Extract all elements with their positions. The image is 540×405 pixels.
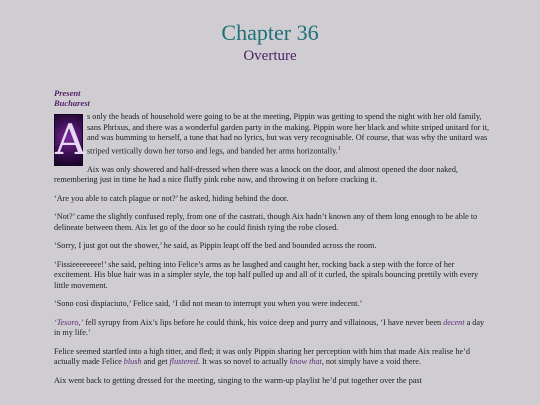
italic-term: know that (289, 357, 322, 367)
paragraph-5: ‘Sorry, I just got out the shower,’ he said, as Pippin leapt off the bed and bounded across the room. (54, 241, 377, 251)
paragraph-9-text-end: , not simply have a void there. (321, 357, 421, 367)
paragraph-2: Aix was only showered and half-dressed when there was a knock on the door, and almost opened the door naked, remembering just in time he had a nice fluffy pink robe now, and throwing it on before cracking it. (54, 164, 458, 185)
italic-term: blush (123, 357, 142, 367)
paragraph-8-text: fell syrupy from Aix’s lips before he could think, his voice deep and purry and villainous, ‘I have never been (83, 317, 444, 327)
paragraph-10: Aix went back to getting dressed for the meeting, singing to the warm-up playlist he’d put together over the past (54, 375, 422, 385)
paragraph-4: ‘Not?’ came the slightly confused reply, from one of the castrati, though Aix hadn’t known any of them long enough to be able to delineate between them. Aix let go of the door so he could finish tying the robe closed. (54, 212, 478, 232)
paragraph-9-text: . It was so novel to actually (197, 357, 290, 367)
chapter-title: Chapter 36 (221, 20, 319, 45)
drop-cap-initial: A (55, 115, 86, 164)
paragraph-1-text: s only the heads of household were going to be at the meeting, Pippin was getting to spend the night with her old family, sans Phrixus, and there was a wonderful garden party in the making. Pippin wore her black and white striped unitard for it, and was humming to herself, a tune that had no lyrics, but was very recognisable. Of course, that was why the unitard was striped vertically down her torso and legs, and banded her arms horizontally. (87, 112, 489, 156)
dateline (54, 88, 90, 108)
paragraph-8 (54, 318, 490, 339)
dateline-where: Bucharest (54, 98, 90, 108)
italic-term: flustered (169, 357, 198, 367)
paragraph-1 (54, 112, 490, 164)
paragraph-9-text: and get (141, 357, 170, 367)
chapter-body (54, 112, 490, 394)
footnote-marker[interactable]: 1 (337, 145, 341, 152)
italic-term: ‘Tesoro,’ (54, 317, 84, 327)
paragraph-8-text-end: a day in my life.’ (54, 317, 485, 338)
paragraph-9-text: Felice seemed startled into a high titter, and fled; it was only Pippin sharing her perception with him that made Aix realise he’d actually made Felice (54, 346, 470, 367)
paragraph-7: ‘Sono così dispiaciuto,’ Felice said, ‘I did not mean to interrupt you when you were indecent.’ (54, 299, 363, 309)
italic-term: decent (443, 317, 465, 327)
dateline-when: Present (54, 88, 81, 98)
paragraph-3: ‘Are you able to catch plague or not?’ he asked, hiding behind the door. (54, 193, 289, 203)
paragraph-9 (54, 347, 490, 368)
paragraph-6: ‘Fissieeeeeeee!’ she said, pelting into Felice’s arms as he laughed and caught her, rocking back a step with the force of her excitement. His blue hair was in a simpler style, the top half pulled up and all of it curled, the spirals bouncing prettily with every little movement. (54, 259, 479, 290)
chapter-subtitle: Overture (243, 48, 297, 64)
